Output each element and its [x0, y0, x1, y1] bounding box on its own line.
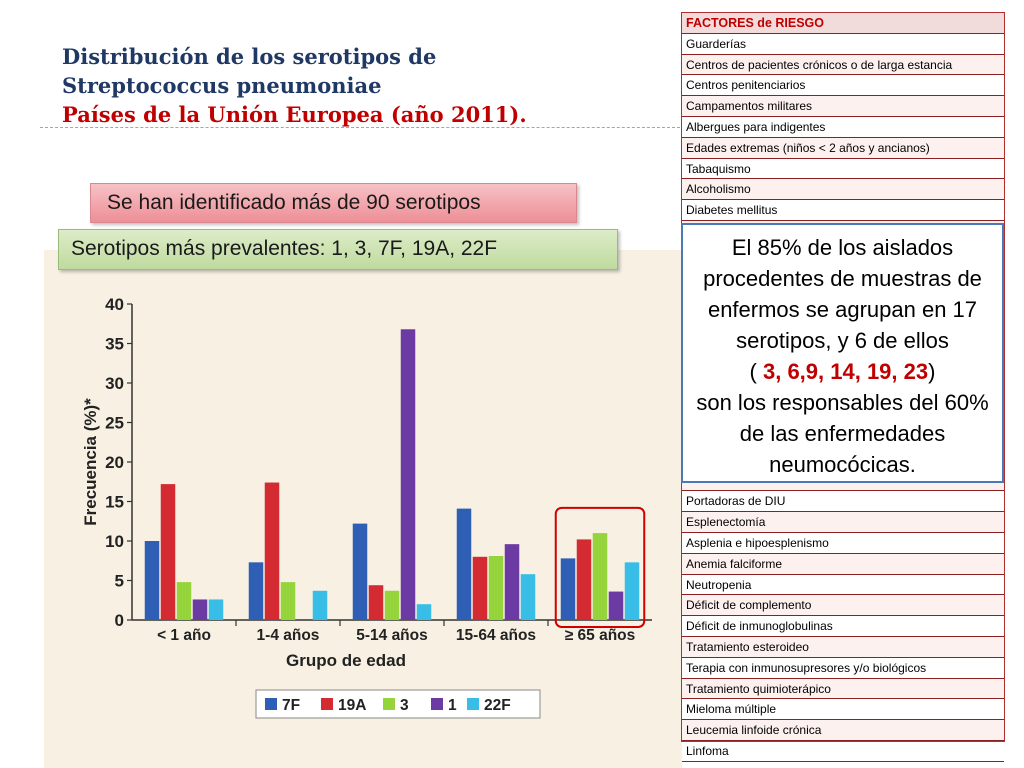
risk-factor-row: Tabaquismo — [682, 159, 1004, 180]
risk-factor-row: Déficit de inmunoglobulinas — [682, 616, 1004, 637]
legend-swatch-1 — [431, 698, 443, 710]
legend-swatch-3 — [383, 698, 395, 710]
risk-factor-row: Anemia falciforme — [682, 554, 1004, 575]
bar-7F-0 — [145, 541, 160, 620]
bar-7F-1 — [249, 562, 264, 620]
legend-swatch-19A — [321, 698, 333, 710]
y-tick-label: 20 — [105, 453, 124, 472]
bar-19A-4 — [577, 539, 592, 620]
legend-label-1: 1 — [448, 697, 457, 714]
y-tick-label: 10 — [105, 532, 124, 551]
bar-1-4 — [609, 592, 624, 620]
title-divider — [40, 127, 680, 128]
risk-factor-row: Diabetes mellitus — [682, 200, 1004, 221]
legend-label-3: 3 — [400, 697, 409, 714]
x-tick-label: 15-64 años — [455, 627, 537, 644]
risk-factor-row: Alcoholismo — [682, 179, 1004, 200]
title-line-1: Distribución de los serotipos de — [62, 44, 437, 69]
x-tick-label: ≥ 65 años — [564, 627, 636, 644]
y-tick-label: 30 — [105, 374, 124, 393]
risk-factor-row: Edades extremas (niños < 2 años y ancianos) — [682, 138, 1004, 159]
risk-factor-row: Déficit de complemento — [682, 595, 1004, 616]
y-tick-label: 15 — [105, 492, 124, 512]
summary-close-paren: ) — [928, 359, 936, 384]
bar-7F-4 — [561, 558, 576, 620]
risk-factor-row: Tratamiento quimioterápico — [682, 679, 1004, 700]
legend-swatch-22F — [467, 698, 479, 710]
bar-3-1 — [281, 582, 296, 620]
legend-label-22F: 22F — [484, 697, 511, 714]
x-tick-label: < 1 año — [157, 627, 211, 644]
risk-factor-row: Campamentos militares — [682, 96, 1004, 117]
serotype-summary-box — [681, 223, 1004, 483]
bar-3-3 — [489, 556, 504, 620]
risk-factor-row: Neutropenia — [682, 575, 1004, 596]
risk-factor-row: Terapia con inmunosupresores y/o biológicos — [682, 658, 1004, 679]
title-line-2: Streptococcus pneumoniae — [62, 73, 382, 98]
bar-7F-3 — [457, 509, 472, 620]
risk-factor-row: Centros penitenciarios — [682, 75, 1004, 96]
y-tick-label: 40 — [105, 295, 124, 314]
bar-1-0 — [193, 599, 208, 620]
summary-text-after: son los responsables del 60% de las enfermedades neumocócicas. — [696, 390, 989, 477]
bar-19A-3 — [473, 557, 488, 620]
legend-label-7F: 7F — [282, 697, 301, 714]
risk-factor-row: Centros de pacientes crónicos o de larga estancia — [682, 55, 1004, 76]
y-axis-label: Frecuencia (%)* — [81, 398, 100, 526]
y-tick-label: 35 — [105, 334, 124, 354]
title-line-3: Países de la Unión Europea (año 2011). — [62, 102, 527, 127]
legend-label-19A: 19A — [338, 697, 367, 714]
bar-3-0 — [177, 582, 192, 620]
risk-factor-row: Esplenectomía — [682, 512, 1004, 533]
y-tick-label: 25 — [105, 413, 124, 433]
summary-open-paren: ( — [749, 359, 763, 384]
slide-title — [62, 42, 662, 129]
bar-22F-3 — [521, 574, 536, 620]
risk-factor-row: Asplenia e hipoesplenismo — [682, 533, 1004, 554]
bar-3-4 — [593, 533, 608, 620]
serotype-bar-chart — [44, 280, 674, 750]
summary-highlight-serotypes: 3, 6,9, 14, 19, 23 — [762, 359, 929, 384]
x-tick-label: 5-14 años — [356, 627, 428, 644]
risk-factor-row: Tratamiento esteroideo — [682, 637, 1004, 658]
bar-3-2 — [385, 591, 400, 620]
y-tick-label: 5 — [114, 571, 124, 591]
x-axis-label: Grupo de edad — [286, 651, 406, 670]
risk-factors-header: FACTORES de RIESGO — [682, 13, 1004, 34]
bar-1-3 — [505, 544, 520, 620]
legend-swatch-7F — [265, 698, 277, 710]
risk-factor-row: Albergues para indigentes — [682, 117, 1004, 138]
risk-factor-row: Portadoras de DIU — [682, 491, 1004, 512]
x-tick-label: 1-4 años — [256, 627, 320, 644]
bar-19A-1 — [265, 483, 280, 620]
bar-22F-4 — [625, 562, 640, 620]
bar-22F-1 — [313, 591, 328, 620]
risk-factor-row: Linfoma — [682, 741, 1004, 762]
bar-19A-0 — [161, 484, 176, 620]
risk-factor-row: Mieloma múltiple — [682, 699, 1004, 720]
serotypes-identified-callout: Se han identificado más de 90 serotipos — [90, 183, 577, 223]
bar-19A-2 — [369, 585, 384, 620]
bar-1-2 — [401, 329, 416, 620]
y-tick-label: 0 — [114, 611, 124, 630]
bar-22F-2 — [417, 604, 432, 620]
risk-factor-row: Leucemia linfoide crónica — [682, 720, 1004, 741]
bar-22F-0 — [209, 599, 224, 620]
risk-factor-row: Guarderías — [682, 34, 1004, 55]
prevalent-serotypes-callout: Serotipos más prevalentes: 1, 3, 7F, 19A, 22F — [58, 229, 618, 270]
summary-text-before: El 85% de los aislados procedentes de muestras de enfermos se agrupan en 17 serotipos, y 6 de ellos — [703, 235, 982, 353]
bar-7F-2 — [353, 524, 368, 620]
